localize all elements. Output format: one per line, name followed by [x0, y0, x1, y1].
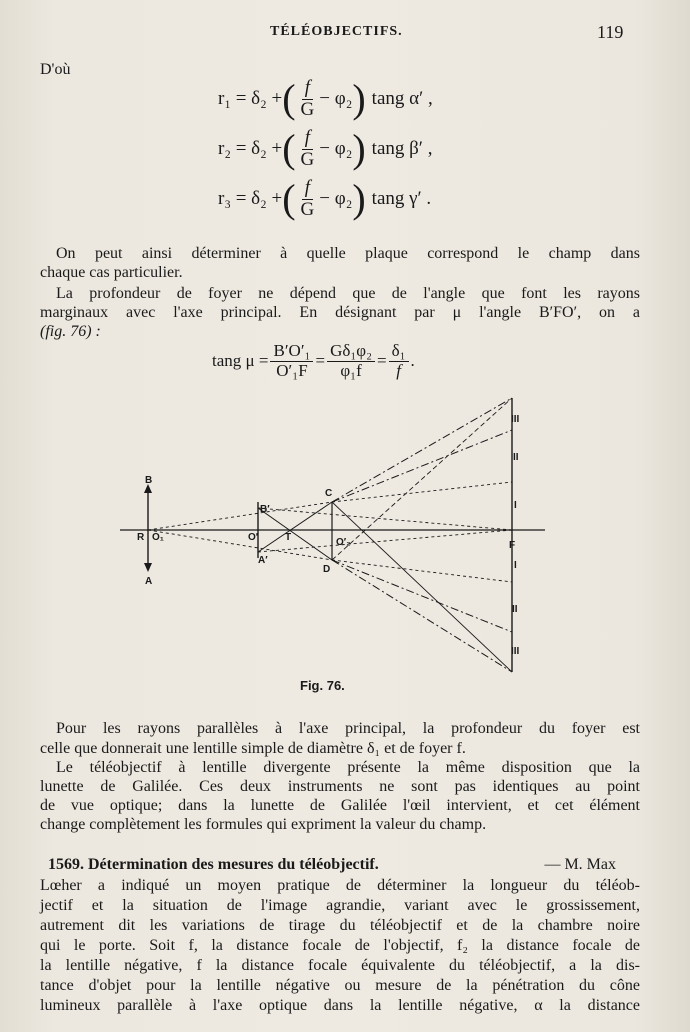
label-ii-top: II — [513, 452, 519, 463]
label-d: D — [323, 564, 331, 575]
ray — [332, 482, 512, 502]
section-line: qui le porte. Soit f, la distance focale de l'objectif, f₂ la distance focale de — [40, 937, 640, 954]
equals-sign: = — [377, 351, 387, 371]
label-f: F — [509, 540, 516, 551]
arrowhead-down — [144, 563, 152, 572]
label-a-prime: A′ — [258, 555, 268, 566]
label-o1: O₁ — [152, 532, 164, 543]
paragraph-line: marginaux avec l'axe principal. En désignant par μ l'angle B′FO′, on a — [40, 304, 640, 321]
paragraph-line: celle que donnerait une lentille simple de diamètre δ₁ et de foyer f. — [40, 740, 466, 757]
optical-diagram — [0, 390, 690, 690]
equation-lhs: tang μ = — [212, 351, 269, 371]
ray — [258, 508, 332, 560]
fraction-denominator: f — [396, 360, 401, 380]
equation-rhs: tang β′ , — [371, 138, 433, 160]
section-line: jectif et la situation de l'image agrandie, variant avec le grossissement, — [40, 897, 640, 914]
paragraph-line: (fig. 76) : — [40, 323, 101, 340]
equation-r1 — [218, 78, 433, 121]
ray — [332, 398, 512, 502]
right-paren: ) — [352, 76, 366, 122]
section-line: Lœher a indiqué un moyen pratique de déterminer la longueur du téléob- — [40, 877, 640, 894]
ray — [332, 398, 512, 560]
label-i-top: I — [514, 500, 517, 511]
paragraph-line: Le téléobjectif à lentille divergente présente la même disposition que la — [56, 759, 640, 776]
equation-minus: − φ₂ — [319, 188, 353, 210]
paragraph-line: chaque cas particulier. — [40, 264, 183, 281]
figure-caption: Fig. 76. — [300, 678, 345, 693]
label-c: C — [325, 488, 333, 499]
section-line: lumineux parallèle à l'axe optique dans la lentille négative, α la distance — [40, 997, 640, 1014]
label-ii-bottom: II — [512, 604, 518, 615]
ray — [332, 560, 512, 672]
label-t: T — [285, 532, 292, 543]
ray — [148, 502, 332, 530]
tang-mu-equation — [212, 342, 415, 380]
right-paren: ) — [352, 176, 366, 222]
fraction — [298, 178, 318, 221]
label-b-prime: B′ — [260, 504, 270, 515]
fraction-numerator: f — [302, 78, 313, 100]
intro-label: D'où — [40, 61, 71, 78]
equation-rhs: tang γ′ . — [371, 188, 432, 210]
fraction-denominator: G — [300, 98, 315, 120]
fraction-numerator: δ₁ — [389, 342, 409, 362]
paragraph-line: de vue optique; dans la lunette de Galilée l'œil intervient, et cet élément — [40, 797, 640, 814]
paragraph-line: On peut ainsi déterminer à quelle plaque correspond le champ dans — [56, 245, 640, 262]
equation-r3 — [218, 178, 431, 221]
section-title: Détermination des mesures du téléobjectif. — [88, 856, 379, 873]
label-iii-bottom: III — [511, 646, 520, 657]
equation-lhs: r₂ = δ₂ + — [218, 138, 283, 160]
left-paren: ( — [282, 176, 296, 222]
fraction-denominator: O′₁F — [276, 360, 308, 380]
section-line: la lentille négative, f la distance focale équivalente du téléobjectif, a la dis- — [40, 957, 640, 974]
fraction-denominator: G — [300, 148, 315, 170]
fraction — [298, 78, 318, 121]
label-r: R — [137, 532, 145, 543]
fraction-denominator: G — [300, 198, 315, 220]
equation-minus: − φ₂ — [319, 88, 353, 110]
equals-sign: = — [315, 351, 326, 371]
equation-rhs: tang α′ , — [371, 88, 433, 110]
section-heading — [48, 855, 616, 874]
section-line: tance d'objet pour la lentille négative ou mesure de la pénétration du cône — [40, 977, 640, 994]
paragraph-line: lunette de Galilée. Ces deux instruments ne sont pas identiques au point — [40, 778, 640, 795]
ray — [332, 502, 512, 672]
label-b: B — [145, 475, 153, 486]
paragraph-line: Pour les rayons parallèles à l'axe principal, la profondeur du foyer est — [56, 720, 640, 737]
label-a: A — [145, 576, 153, 587]
running-title: TÉLÉOBJECTIFS. — [270, 24, 403, 39]
label-i-bottom: I — [514, 560, 517, 571]
period: . — [410, 351, 415, 371]
fraction — [270, 342, 313, 380]
equation-minus: − φ₂ — [319, 138, 353, 160]
section-line: autrement dit les variations de tirage du téléobjectif et de la chambre noire — [40, 917, 640, 934]
fraction-numerator: Gδ₁φ₂ — [327, 342, 375, 362]
label-iii-top: III — [511, 414, 520, 425]
equation-lhs: r₃ = δ₂ + — [218, 188, 283, 210]
fraction-numerator: f — [302, 128, 313, 150]
ray — [332, 560, 512, 582]
label-o2: O′₂ — [336, 537, 351, 548]
fraction-numerator: f — [302, 178, 313, 200]
equation-lhs: r₁ = δ₂ + — [218, 88, 283, 110]
fraction — [327, 342, 375, 380]
paragraph-line: change complètement les formules qui expriment la valeur du champ. — [40, 816, 487, 833]
label-o-prime: O′ — [248, 532, 259, 543]
ray — [332, 430, 512, 502]
ray — [148, 530, 332, 560]
section-number: 1569. — [48, 856, 84, 873]
page-number: 119 — [597, 22, 624, 42]
ray — [258, 530, 512, 552]
left-paren: ( — [282, 126, 296, 172]
fraction — [389, 342, 409, 380]
paragraph-line: La profondeur de foyer ne dépend que de l'angle que font les rayons — [56, 285, 640, 302]
section-heading-rest: — M. Max — [544, 856, 616, 873]
right-paren: ) — [352, 126, 366, 172]
fraction-numerator: B′O′₁ — [270, 342, 313, 362]
left-paren: ( — [282, 76, 296, 122]
fraction — [298, 128, 318, 171]
fraction-denominator: φ₁f — [340, 360, 362, 380]
equation-r2 — [218, 128, 432, 171]
